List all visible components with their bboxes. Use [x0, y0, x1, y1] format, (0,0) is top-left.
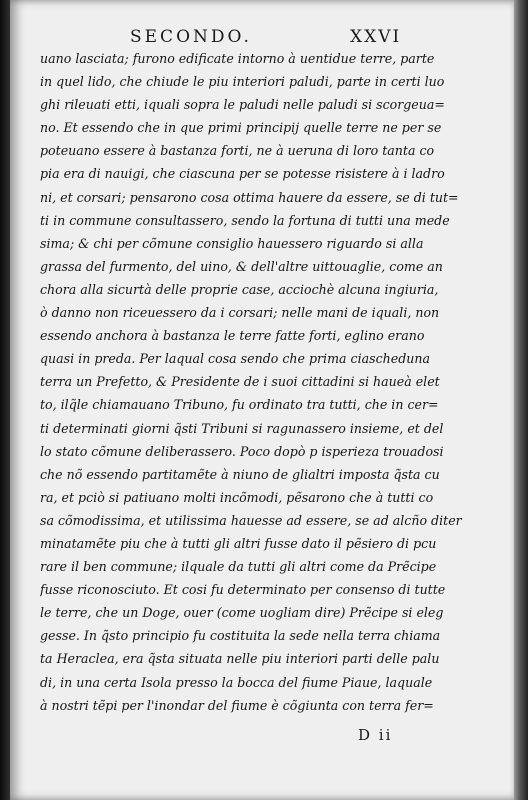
text-line: quasi in preda. Per laqual cosa sendo che prima ciascheduna: [40, 351, 430, 367]
text-line: ta Heraclea, era q̃sta situata nelle piu interiori parti delle palu: [40, 651, 440, 667]
text-line: to, ilq̃le chiamauano Tribuno, fu ordinato tra tutti, che in cer=: [40, 397, 439, 413]
page-edge-shadow: [514, 0, 528, 800]
folio-number: XXVI: [350, 27, 402, 47]
text-line: à nostri tẽpi per l'inondar del fiume è cõgiunta con terra fer=: [40, 697, 434, 713]
body-text: [40, 47, 480, 717]
text-line: ni, et corsari; pensarono cosa ottima hauere da essere, se di tut=: [40, 189, 459, 205]
text-line: in quel lido, che chiude le piu interiori paludi, parte in certi luo: [40, 74, 445, 90]
text-line: che nõ essendo partitamẽte à niuno de glialtri imposta q̃sta cu: [40, 466, 440, 482]
text-line: essendo anchora à bastanza le terre fatte forti, eglino erano: [40, 328, 425, 344]
text-line: pia era di nauigi, che ciascuna per se potesse risistere à i ladro: [40, 166, 445, 182]
text-line: grassa del furmento, del uino, & dell'altre uittouaglie, come an: [40, 258, 443, 274]
text-line: ra, et pciò si patiuano molti incõmodi, pẽsarono che à tutti co: [40, 489, 434, 505]
text-line: chora alla sicurtà delle proprie case, acciochè alcuna ingiuria,: [40, 281, 439, 297]
text-line: ti in commune consultassero, sendo la fortuna di tutti una mede: [40, 212, 450, 228]
text-line: no. Et essendo che in que primi principij quelle terre ne per se: [40, 120, 442, 136]
text-line: ò danno non riceuessero da i corsari; nelle mani de iquali, non: [40, 305, 440, 321]
text-line: uano lasciata; furono edificate intorno à uentidue terre, parte: [40, 51, 435, 66]
text-line: ti determinati giorni q̃sti Tribuni si ragunassero insieme, et del: [40, 420, 444, 436]
page-leaf: [10, 0, 516, 800]
text-line: ghi rileuati etti, iquali sopra le paludi nelle paludi si scorgeua=: [40, 97, 445, 113]
text-line: sima; & chi per cõmune consiglio hauessero riguardo si alla: [40, 235, 424, 251]
text-line: di, in una certa Isola presso la bocca del fiume Piaue, laquale: [40, 674, 433, 690]
signature-mark: D ii: [358, 726, 393, 744]
text-line: poteuano essere à bastanza forti, ne à ueruna di loro tanta co: [40, 143, 435, 159]
text-line: terra un Prefetto, & Presidente de i suoi cittadini si haueà elet: [40, 374, 440, 390]
running-title: SECONDO.: [130, 27, 252, 47]
text-line: rare il ben commune; ilquale da tutti gli altri come da Prẽcipe: [40, 559, 437, 575]
text-line: fusse riconosciuto. Et cosi fu determinato per consenso di tutte: [40, 582, 446, 598]
text-line: gesse. In q̃sto principio fu costituita la sede nella terra chiama: [40, 628, 441, 644]
text-line: sa cõmodissima, et utilissima hauesse ad essere, se ad alcño diter: [40, 512, 462, 528]
text-line: lo stato cõmune deliberassero. Poco dopò p isperieza trouadosi: [40, 443, 444, 459]
text-line: minatamẽte piu che à tutti gli altri fusse dato il pẽsiero di pcu: [40, 535, 437, 551]
text-line: le terre, che un Doge, ouer (come uogliam dire) Prẽcipe si eleg: [40, 605, 444, 621]
